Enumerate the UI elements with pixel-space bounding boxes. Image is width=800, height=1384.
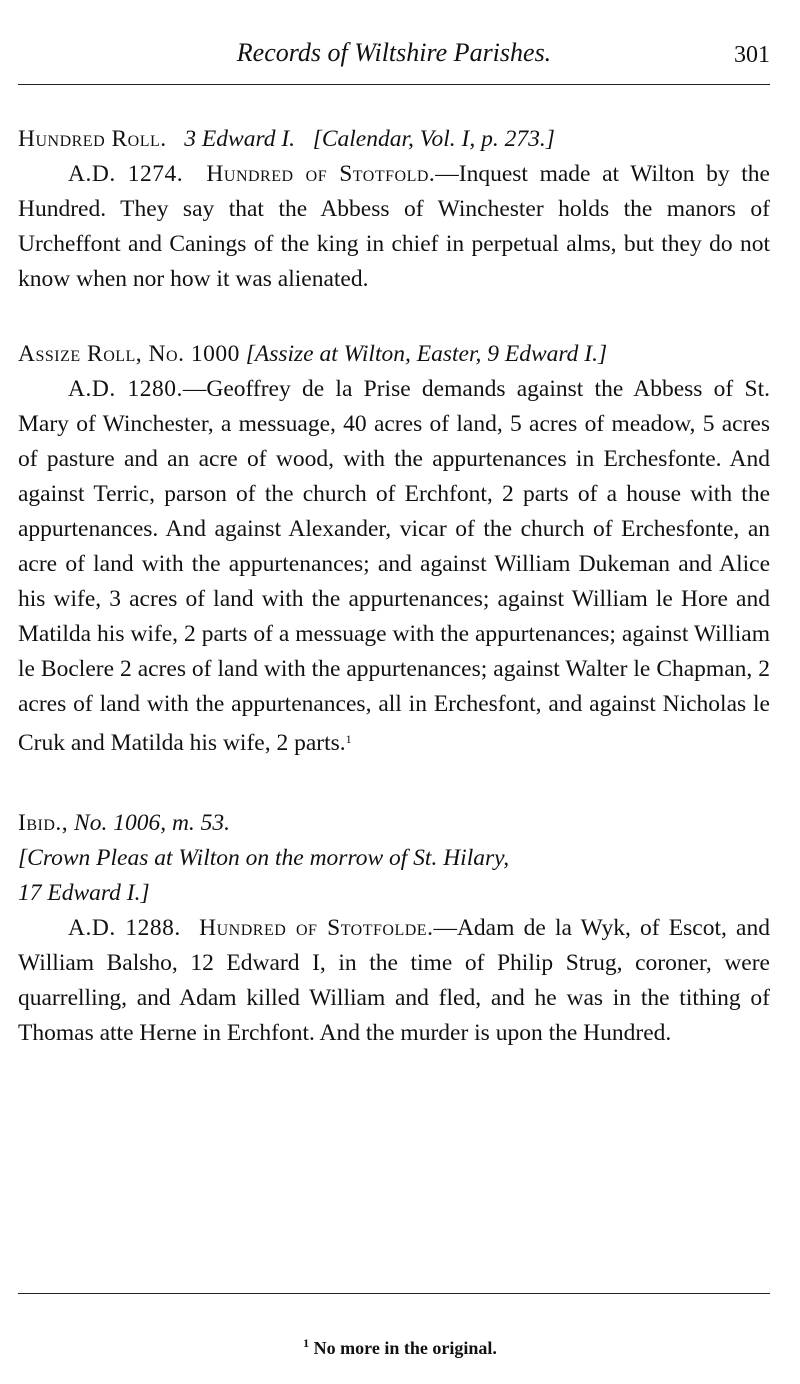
heading-calendar-ref: [Calendar, Vol. I, p. 273.] [312,126,555,152]
heading-title: Assize Roll, No. 1000 [18,341,240,367]
entry-place: Hundred of Stotfold. [206,161,436,187]
entry-text: —Geoffrey de la Prise demands against the Abbess of St. Mary of Winchester, a messuage, 40 acres of land, 5 acres of meadow, 5 acres of pasture and an acre of wood, with the appurtenances in Erchesfonte. And against Terric, parson of the church of Erchfont, 2 parts of a house with the appurtenances. And against Alexander, vicar of the church of Erchesfonte, an acre of land with the appurtenances; and against William Dukeman and Alice his wife, 3 acres of land with the appurtenances; against William le Hore and Matilda his wife, 2 parts of a messuage with the appurtenances; against William le Boclere 2 acres of land with the appurtenances; against Walter le Chapman, 2 acres of land with the appurtenances, all in Erchesfont, and against Nicholas le Cruk and Matilda his wife, 2 parts. [18,376,770,756]
paragraph-crown-pleas [18,911,770,1051]
footnote-mark: 1 [303,1336,310,1350]
paragraph-hundred-roll [18,157,770,297]
heading-ibid: Ibid., [18,810,69,836]
paragraph-assize-roll [18,372,770,761]
page-header [18,38,770,70]
page-body [18,122,770,1051]
entry-date: A.D. 1288. [68,915,181,941]
entry-date: A.D. 1280. [68,376,183,402]
running-title: Records of Wiltshire Parishes. [236,38,552,67]
footnote [0,1336,800,1359]
heading-reference: [Assize at Wilton, Easter, 9 Edward I.] [245,341,608,367]
heading-reference: 3 Edward I. [184,126,296,152]
footnote-reference: 1 [345,732,352,746]
heading-reference: No. 1006, m. 53. [74,810,231,836]
footnote-rule [18,1293,770,1294]
header-rule [18,84,770,85]
section-subheading-line1: [Crown Pleas at Wilton on the morrow of St. Hilary, [18,845,510,871]
section-subheading-line2: 17 Edward I.] [18,880,150,906]
entry-date: A.D. 1274. [68,161,184,187]
page-number: 301 [734,42,770,68]
entry-place: Hundred of Stotfolde. [199,915,434,941]
footnote-text: No more in the original. [313,1338,497,1358]
section-heading-assize-roll [18,337,770,372]
entry-text: —Adam de la Wyk, of Escot, and William Balsho, 12 Edward I, in the time of Philip Strug, coroner, were quarrelling, and Adam killed William and fled, and he was in the tithing of Thomas atte Herne in Erchfont. And the murder is upon the Hundred. [18,915,770,1046]
heading-title: Hundred Roll. [18,126,167,152]
entry-text: —Inquest made at Wilton by the Hundred. They say that the Abbess of Winchester holds the manors of Urcheffont and Canings of the king in chief in perpetual alms, but they do not know when nor how it was alienated. [18,161,770,292]
section-heading-hundred-roll [18,122,770,157]
section-heading-ibid [18,806,770,841]
